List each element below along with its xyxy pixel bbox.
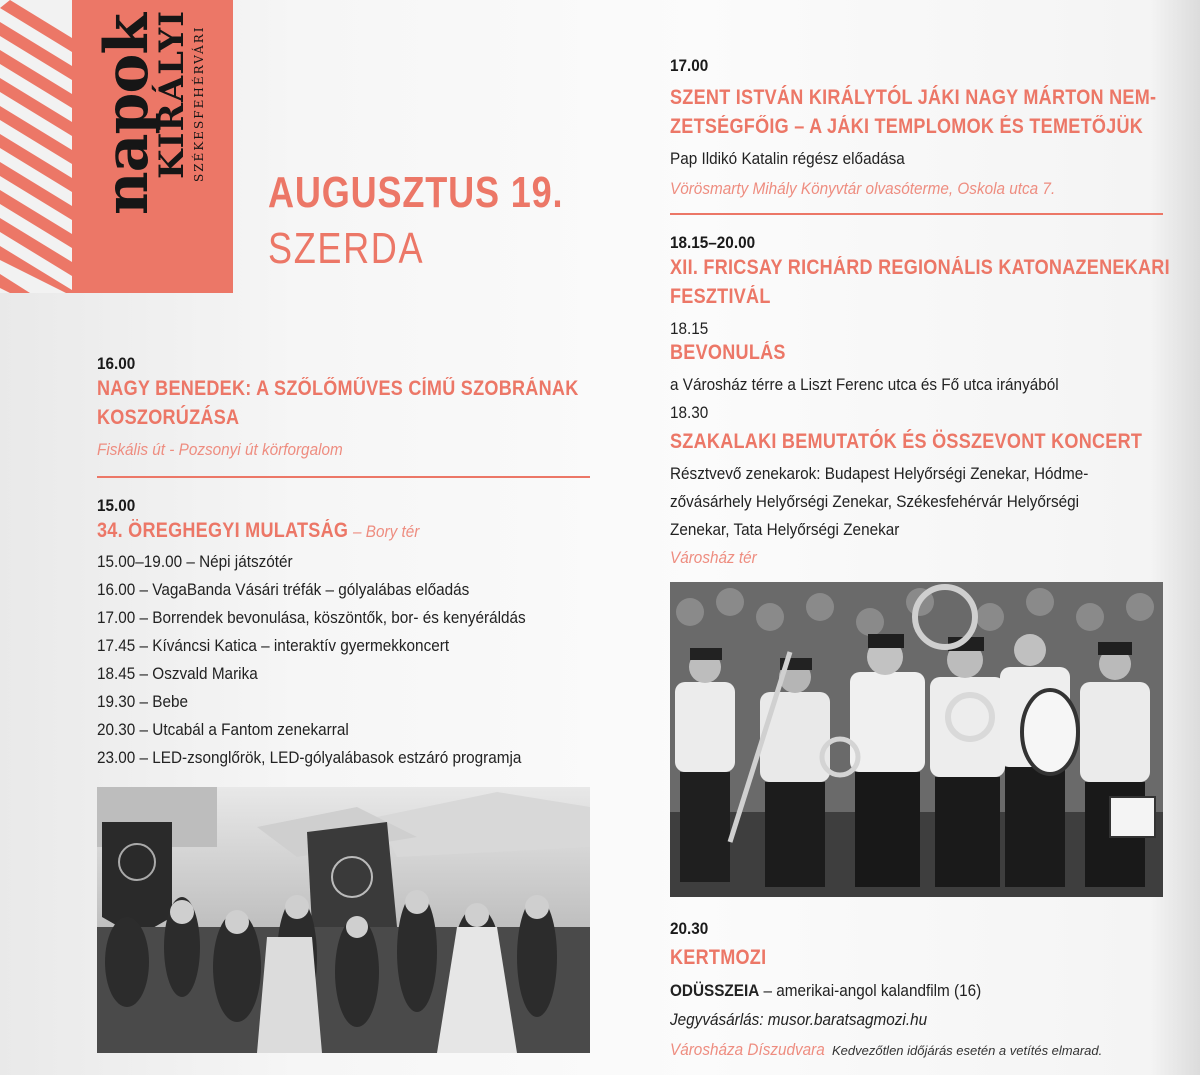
event-speaker: Pap Ildikó Katalin régész előadása bbox=[670, 149, 905, 168]
event-title: NAGY BENEDEK: A SZŐLŐMŰVES CÍMŰ SZOBRÁNAK bbox=[97, 377, 579, 400]
event-time: 16.00 bbox=[97, 354, 136, 373]
program-item: 19.30 – Bebe bbox=[97, 692, 189, 711]
event-title-cont: KOSZORÚZÁSA bbox=[97, 406, 240, 429]
sub-event-text: Zenekar, Tata Helyőrségi Zenekar bbox=[670, 520, 900, 539]
page-date: AUGUSZTUS 19. bbox=[268, 168, 564, 217]
event-location-row bbox=[670, 1040, 1102, 1060]
page-day: SZERDA bbox=[268, 224, 425, 273]
event-location: Városháza Díszudvara bbox=[670, 1040, 825, 1059]
film-description: – amerikai-angol kalandfilm (16) bbox=[759, 981, 982, 1000]
festival-crowd-illustration bbox=[97, 787, 590, 1053]
sub-event-time: 18.15 bbox=[670, 319, 709, 338]
event-title: KERTMOZI bbox=[670, 946, 767, 969]
ticket-info: Jegyvásárlás: musor.baratsagmozi.hu bbox=[670, 1010, 928, 1029]
event-title: 34. ÖREGHEGYI MULATSÁG bbox=[97, 519, 349, 542]
film-title: ODÜSSZEIA bbox=[670, 981, 760, 1000]
event-heading bbox=[97, 519, 427, 543]
divider bbox=[670, 213, 1163, 215]
event-time: 20.30 bbox=[670, 919, 709, 938]
program-item: 20.30 – Utcabál a Fantom zenekarral bbox=[97, 720, 349, 739]
program-list bbox=[97, 552, 573, 776]
festival-crowd-photo bbox=[97, 787, 590, 1053]
film-info bbox=[670, 981, 981, 1001]
sub-event-title: SZAKALAKI BEMUTATÓK ÉS ÖSSZEVONT KONCERT bbox=[670, 430, 1143, 453]
festival-logo bbox=[0, 0, 233, 293]
program-item: 17.45 – Kíváncsi Katica – interaktív gyermekkoncert bbox=[97, 636, 450, 655]
event-location: Fiskális út - Pozsonyi út körforgalom bbox=[97, 440, 343, 459]
event-time: 15.00 bbox=[97, 496, 136, 515]
event-title: XII. FRICSAY RICHÁRD REGIONÁLIS KATONAZENEKARI bbox=[670, 256, 1170, 279]
event-title-cont: ZETSÉGFŐIG – A JÁKI TEMPLOMOK ÉS TEMETŐJÜK bbox=[670, 115, 1144, 138]
event-place: – Bory tér bbox=[353, 522, 420, 541]
logo-kiralyi-text: KIRÁLYI bbox=[152, 10, 192, 179]
program-item: 16.00 – VagaBanda Vásári tréfák – gólyalábas előadás bbox=[97, 580, 470, 599]
sub-event-text: Résztvevő zenekarok: Budapest Helyőrségi Zenekar, Hódme- bbox=[670, 464, 1089, 483]
program-item: 17.00 – Borrendek bevonulása, köszöntők, bor- és kenyéráldás bbox=[97, 608, 526, 627]
military-band-photo bbox=[670, 582, 1163, 897]
event-title: SZENT ISTVÁN KIRÁLYTÓL JÁKI NAGY MÁRTON NEM- bbox=[670, 86, 1157, 109]
weather-note: Kedvezőtlen időjárás esetén a vetítés elmarad. bbox=[831, 1043, 1103, 1058]
event-title-cont: FESZTIVÁL bbox=[670, 285, 771, 308]
logo-city-text: SZÉKESFEHÉRVÁRI bbox=[192, 25, 206, 182]
sub-event-text: zővásárhely Helyőrségi Zenekar, Székesfehérvár Helyőrségi bbox=[670, 492, 1080, 511]
sub-event-time: 18.30 bbox=[670, 403, 709, 422]
program-item: 15.00–19.00 – Népi játszótér bbox=[97, 552, 293, 571]
event-time: 17.00 bbox=[670, 56, 709, 75]
event-location: Vörösmarty Mihály Könyvtár olvasóterme, Oskola utca 7. bbox=[670, 179, 1056, 198]
program-item: 18.45 – Oszvald Marika bbox=[97, 664, 258, 683]
event-time: 18.15–20.00 bbox=[670, 233, 756, 252]
logo-napok-text: napok bbox=[92, 14, 162, 216]
program-item: 23.00 – LED-zsonglőrök, LED-gólyalábasok estzáró programja bbox=[97, 748, 522, 767]
military-band-illustration bbox=[670, 582, 1163, 897]
sub-event-text: a Városház térre a Liszt Ferenc utca és Fő utca irányából bbox=[670, 375, 1059, 394]
event-location: Városház tér bbox=[670, 548, 757, 567]
sub-event-title: BEVONULÁS bbox=[670, 341, 786, 364]
stripe-pattern-decoration bbox=[0, 0, 72, 293]
divider bbox=[97, 476, 590, 478]
